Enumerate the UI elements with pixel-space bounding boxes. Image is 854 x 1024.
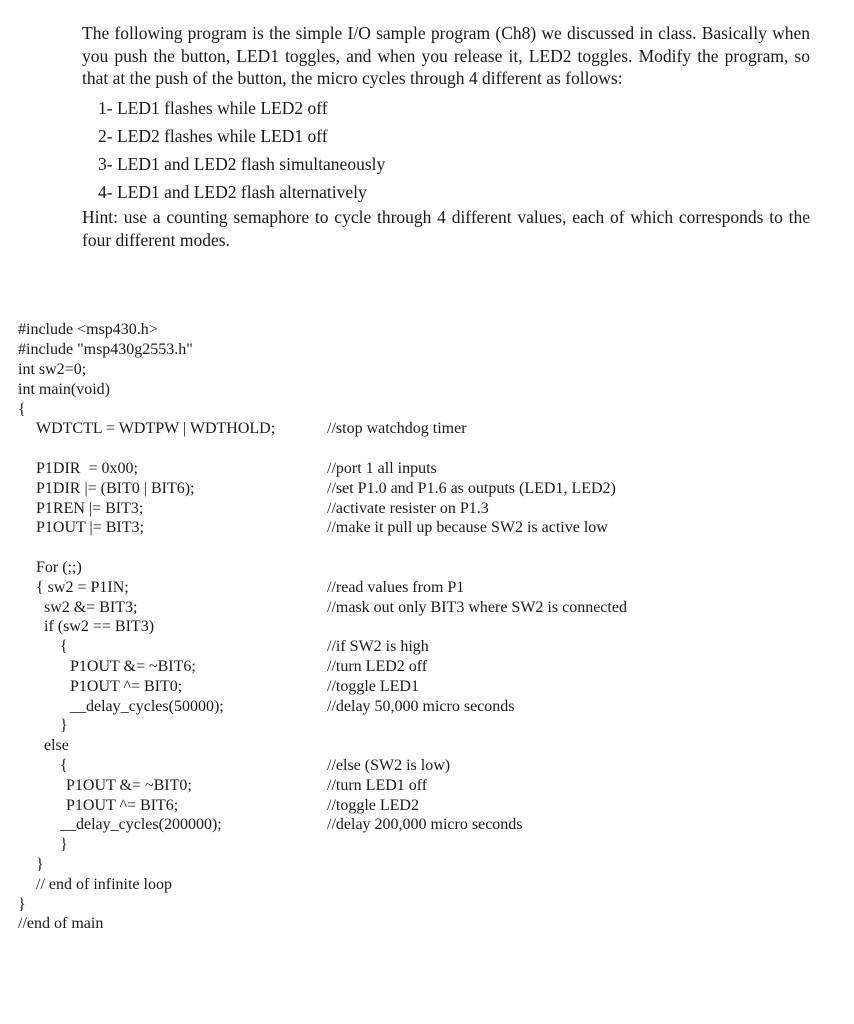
code-line: #include <msp430.h> (18, 321, 158, 338)
code-comment: //toggle LED1 (327, 678, 419, 695)
code-line: int main(void) (18, 381, 110, 398)
code-line: { (60, 638, 68, 655)
code-comment: //toggle LED2 (327, 797, 419, 814)
code-comment: //turn LED1 off (327, 777, 428, 794)
code-comment: //end of main (18, 915, 104, 932)
code-comment: //read values from P1 (327, 579, 465, 596)
hint-text: Hint: use a counting semaphore to cycle through 4 different values, each of which corresponds to the four different modes. (82, 207, 810, 250)
code-comment: //make it pull up because SW2 is active low (327, 519, 608, 536)
code-line: int sw2=0; (18, 361, 87, 378)
code-comment: // end of infinite loop (36, 876, 172, 893)
code-comment: //if SW2 is high (327, 638, 429, 655)
code-line: #include "msp430g2553.h" (18, 341, 193, 358)
code-line: } (60, 836, 68, 853)
mode-item: 1- LED1 flashes while LED2 off (98, 98, 328, 118)
code-line: P1DIR = 0x00; (36, 460, 138, 477)
code-comment: //mask out only BIT3 where SW2 is connected (327, 599, 627, 616)
code-line: P1OUT ^= BIT6; (66, 797, 179, 814)
code-line: P1OUT &= ~BIT6; (70, 658, 196, 675)
code-line: } (60, 717, 68, 734)
code-line: __delay_cycles(200000); (60, 816, 222, 833)
code-line: __delay_cycles(50000); (70, 698, 224, 715)
code-comment: //activate resister on P1.3 (327, 500, 489, 517)
mode-item: 4- LED1 and LED2 flash alternatively (98, 182, 367, 202)
code-line: if (sw2 == BIT3) (44, 618, 155, 635)
code-line: } (36, 856, 44, 873)
code-line: { (18, 401, 26, 418)
code-line: P1DIR |= (BIT0 | BIT6); (36, 480, 195, 497)
code-comment: //turn LED2 off (327, 658, 428, 675)
code-comment: //delay 200,000 micro seconds (327, 816, 523, 833)
code-line: else (44, 737, 69, 754)
code-line: { sw2 = P1IN; (36, 579, 129, 596)
code-line: { (60, 757, 68, 774)
code-line: WDTCTL = WDTPW | WDTHOLD; (36, 420, 276, 437)
code-comment: //delay 50,000 micro seconds (327, 698, 515, 715)
code-comment: //port 1 all inputs (327, 460, 437, 477)
code-comment: //set P1.0 and P1.6 as outputs (LED1, LED2) (327, 480, 616, 497)
code-line: sw2 &= BIT3; (44, 599, 138, 616)
mode-item: 3- LED1 and LED2 flash simultaneously (98, 154, 386, 174)
code-line: } (18, 896, 26, 913)
problem-intro: The following program is the simple I/O sample program (Ch8) we discussed in class. Basically when you push the button, LED1 toggles, and when you release it, LED2 toggles. Modify the program, so that at the push of the button, the micro cycles through 4 different as follows: (82, 23, 810, 88)
mode-item: 2- LED2 flashes while LED1 off (98, 126, 328, 146)
code-line: For (;;) (36, 559, 82, 576)
code-line: P1OUT &= ~BIT0; (66, 777, 192, 794)
code-line: P1OUT ^= BIT0; (70, 678, 183, 695)
code-comment: //else (SW2 is low) (327, 757, 451, 774)
code-comment: //stop watchdog timer (327, 420, 467, 437)
code-line: P1REN |= BIT3; (36, 500, 144, 517)
mode-list (98, 94, 385, 206)
code-line: P1OUT |= BIT3; (36, 519, 144, 536)
